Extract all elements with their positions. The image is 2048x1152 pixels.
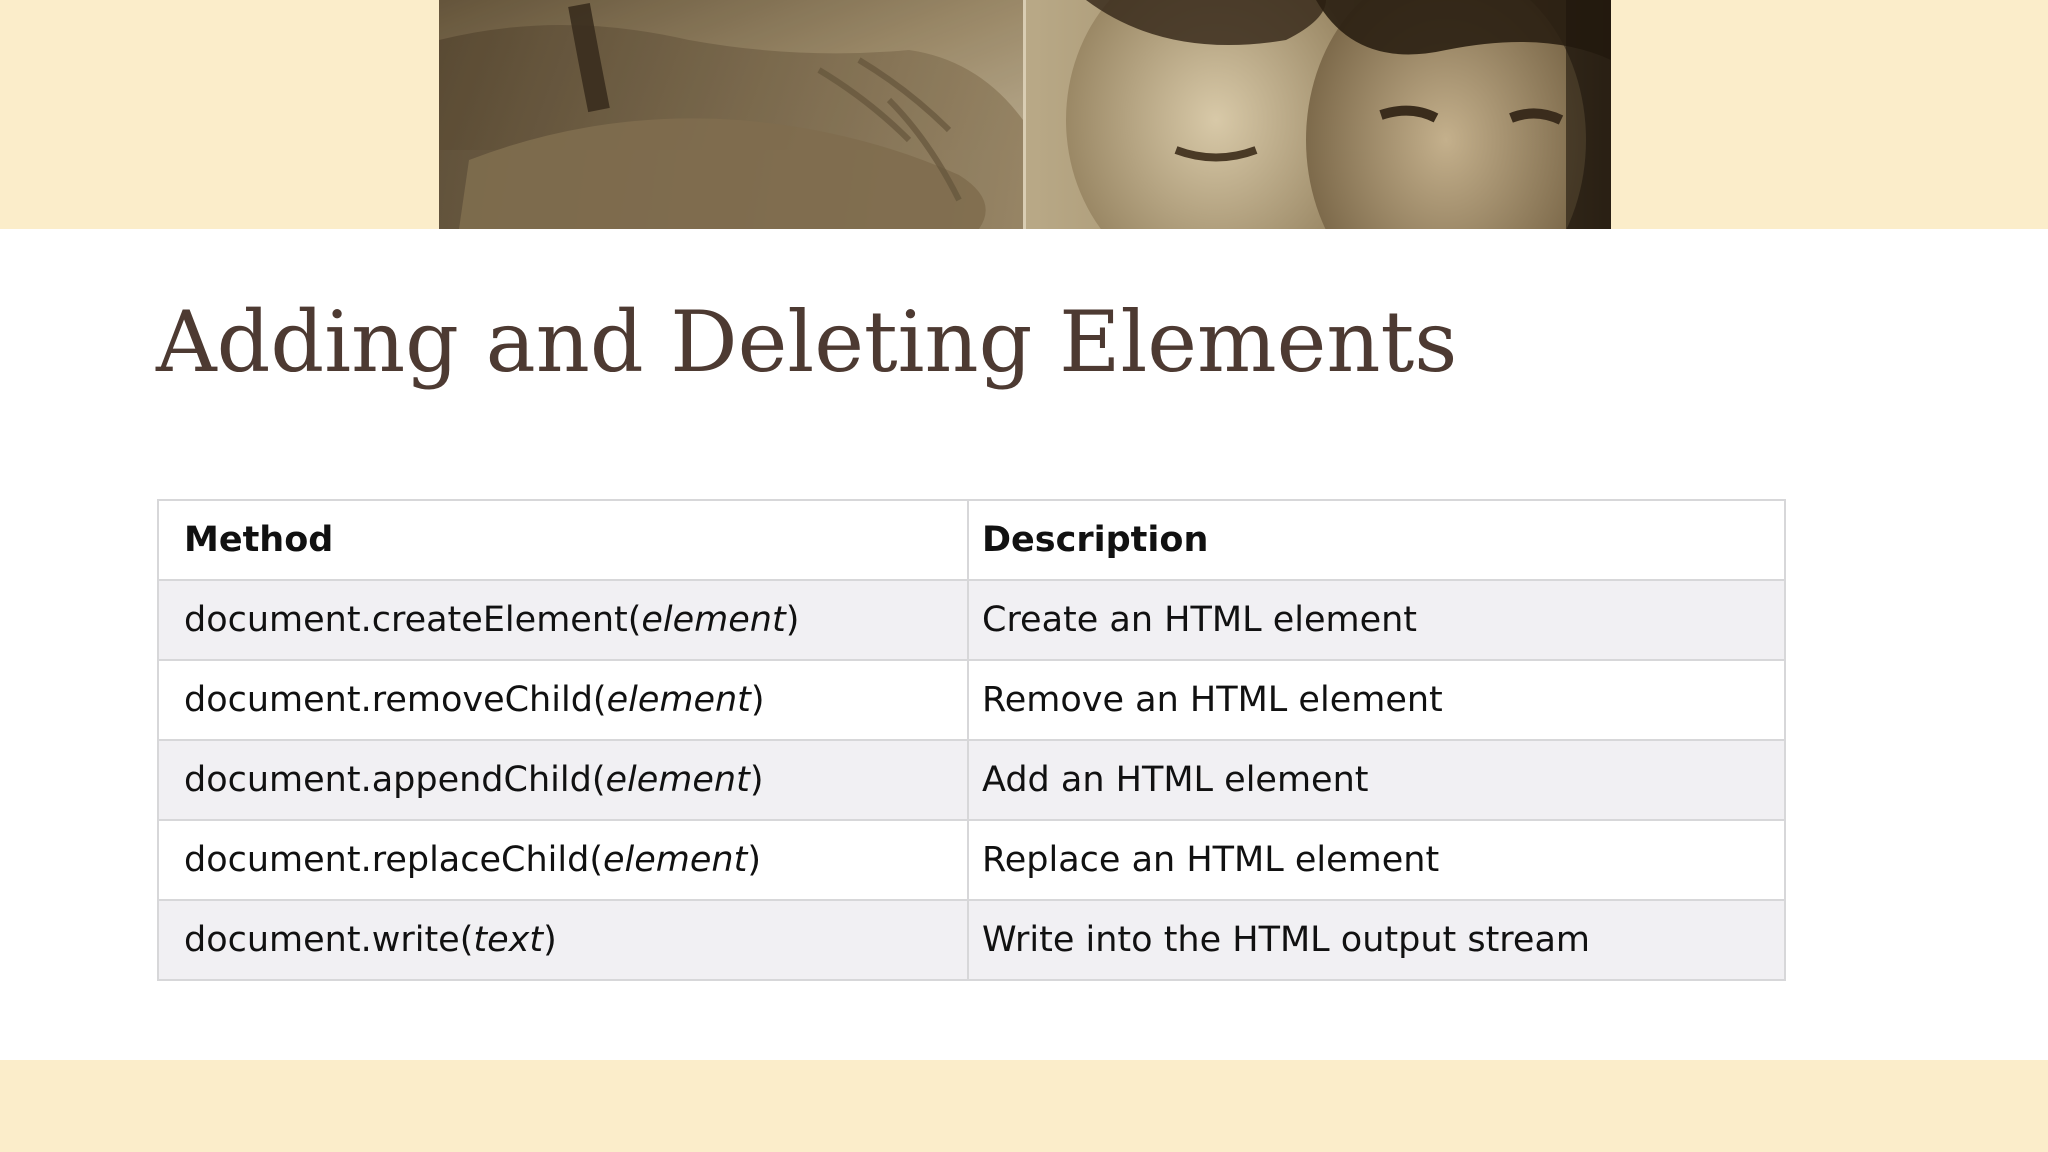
method-argument: element <box>602 840 748 880</box>
table-row <box>158 660 1785 740</box>
method-argument: text <box>473 920 544 960</box>
two-faces-photo <box>1026 0 1611 229</box>
method-name: document.write( <box>184 920 474 960</box>
table-row <box>158 820 1785 900</box>
method-close-paren: ) <box>750 680 765 720</box>
description-cell: Remove an HTML element <box>968 660 1785 740</box>
method-close-paren: ) <box>785 600 800 640</box>
description-cell: Write into the HTML output stream <box>968 900 1785 980</box>
bottom-decorative-band <box>0 1060 2048 1152</box>
method-close-paren: ) <box>747 840 761 880</box>
method-argument: element <box>641 600 786 640</box>
method-name: document.createElement( <box>184 600 642 640</box>
description-cell: Create an HTML element <box>968 580 1785 660</box>
method-cell <box>158 820 968 900</box>
method-argument: element <box>606 680 751 720</box>
method-argument: element <box>605 760 750 800</box>
table-row <box>158 740 1785 820</box>
description-cell: Add an HTML element <box>968 740 1785 820</box>
column-header-method: Method <box>158 500 968 580</box>
method-cell <box>158 740 968 820</box>
slide-title: Adding and Deleting Elements <box>156 293 1458 391</box>
method-cell <box>158 900 968 980</box>
table-row <box>158 580 1785 660</box>
column-header-description: Description <box>968 500 1785 580</box>
method-name: document.replaceChild( <box>184 840 603 880</box>
photo-banner <box>439 0 1611 229</box>
method-close-paren: ) <box>749 760 764 800</box>
description-cell: Replace an HTML element <box>968 820 1785 900</box>
methods-table <box>157 499 1786 981</box>
method-name: document.appendChild( <box>184 760 606 800</box>
method-cell <box>158 580 968 660</box>
table-header-row <box>158 500 1785 580</box>
method-name: document.removeChild( <box>184 680 607 720</box>
hands-on-keyboard-photo <box>439 0 1023 229</box>
method-close-paren: ) <box>543 920 557 960</box>
method-cell <box>158 660 968 740</box>
table-row <box>158 900 1785 980</box>
